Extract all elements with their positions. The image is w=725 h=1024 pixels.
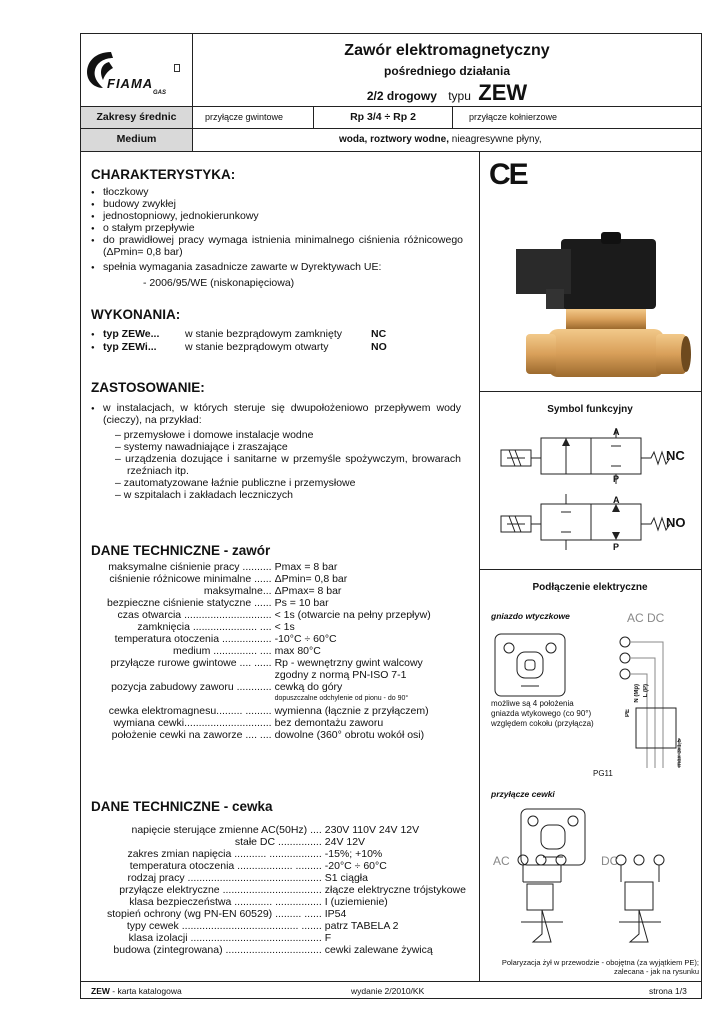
dc-label: DC xyxy=(601,854,619,868)
spec-label: klasa izolacji ............................................. xyxy=(128,932,322,944)
ranges-row xyxy=(81,107,701,129)
spec-label: wymiana cewki.............................. xyxy=(113,717,272,729)
version-row xyxy=(91,341,471,354)
item-text: przemysłowe i domowe instalacje wodne xyxy=(123,429,314,441)
spec-label: ciśnienie różnicowe minimalne ...... xyxy=(109,573,272,585)
page-title: Zawór elektromagnetyczny xyxy=(344,42,550,59)
list-item: ● w instalacjach, w których steruje się dwupołożeniowo przepływem wody (cieczy), na przykład: xyxy=(91,402,461,426)
page-subtitle: pośredniego działania xyxy=(383,64,511,78)
valve-data-title: DANE TECHNICZNE - zawór xyxy=(91,543,271,558)
acdc-label: AC DC xyxy=(627,611,665,625)
spec-value: wymienna (łącznie z przyłączem) xyxy=(274,705,429,717)
spec-value: Rp - wewnętrzny gwint walcowy xyxy=(274,657,423,669)
coil-data-table xyxy=(107,824,466,956)
table-row xyxy=(107,561,431,573)
spec-label: temperatura otoczenia ................. xyxy=(114,633,272,645)
ac-label: AC xyxy=(493,854,510,868)
type-word: typu xyxy=(448,89,471,103)
company-logo xyxy=(81,34,193,107)
type-code: ZEW xyxy=(478,80,528,105)
version-code: NO xyxy=(371,341,387,353)
list-item: – systemy nawadniające i zraszające xyxy=(115,441,288,453)
nc-port-p: P xyxy=(613,474,620,484)
table-row xyxy=(107,669,431,681)
medium-value-rest: nieagresywne płyny, xyxy=(449,134,542,145)
versions-list xyxy=(91,328,471,354)
spec-value: zgodny z normą PN-ISO 7-1 xyxy=(274,669,407,681)
pg-label: PG11 xyxy=(593,769,613,778)
version-row xyxy=(91,328,471,341)
header xyxy=(81,34,701,107)
spec-value: 230V 110V 24V 12V xyxy=(324,824,420,836)
item-text: zautomatyzowane łaźnie publiczne i przemysłowe xyxy=(123,477,356,489)
spec-value: Pmax = 8 bar xyxy=(274,561,338,573)
section-divider xyxy=(479,391,701,392)
spec-value: patrz TABELA 2 xyxy=(324,920,399,932)
table-row xyxy=(107,609,431,621)
spec-value: < 1s (otwarcie na pełny przepływ) xyxy=(274,609,431,621)
list-item: ● tłoczkowy xyxy=(91,186,463,198)
spec-value: IP54 xyxy=(324,908,347,920)
footer-edition: wydanie 2/2010/KK xyxy=(351,986,425,996)
spec-value: 24V 12V xyxy=(324,836,366,848)
table-row xyxy=(107,884,466,896)
spec-value: cewki zalewane żywicą xyxy=(324,944,433,956)
table-row xyxy=(107,621,431,633)
registered-mark xyxy=(174,64,180,72)
version-code: NC xyxy=(371,328,387,340)
table-row xyxy=(107,944,466,956)
versions-title: WYKONANIA: xyxy=(91,307,181,322)
spec-label: zakres zmian napięcia ........... .................. xyxy=(127,848,322,860)
list-item: – przemysłowe i domowe instalacje wodne xyxy=(115,429,314,441)
spec-value: S1 ciągła xyxy=(324,872,368,884)
spec-label: zamknięcia ...................... .... xyxy=(137,621,272,633)
positions-note: możliwe są 4 położenia gniazda wtykowego (co 90°) względem cokołu (przyłącza) xyxy=(491,699,594,728)
medium-label: Medium xyxy=(81,129,193,151)
spec-value: -10°C ÷ 60°C xyxy=(274,633,337,645)
item-text: urządzenia dozujące i sanitarne w przemyśle spożywczym, browarach rzeźniach itp. xyxy=(125,453,461,477)
spec-value: złącze elektryczne trójstykowe xyxy=(324,884,466,896)
medium-row xyxy=(81,129,701,152)
coil-data-title: DANE TECHNICZNE - cewka xyxy=(91,799,273,814)
size-range: Rp 3/4 ÷ Rp 2 xyxy=(313,107,453,128)
spec-label: stopień ochrony (wg PN-EN 60529) ......... ...... xyxy=(107,908,322,920)
footer-left xyxy=(91,986,182,996)
nc-label: NC xyxy=(666,448,685,463)
electrical-title: Podłączenie elektryczne xyxy=(532,582,648,593)
spec-value: dowolne (360° obrotu wokół osi) xyxy=(274,729,425,741)
footer-code: ZEW xyxy=(91,986,110,996)
table-row xyxy=(107,633,431,645)
socket-label: gniazdo wtyczkowe xyxy=(491,611,570,621)
nc-port-a: A xyxy=(613,427,620,437)
spec-value: dopuszczalne odchylenie od pionu - do 90° xyxy=(274,695,409,702)
table-row xyxy=(107,585,431,597)
table-row xyxy=(107,717,431,729)
dim-label: max 3x1,5 xyxy=(677,739,683,767)
no-port-a: A xyxy=(613,495,620,505)
ce-mark: CE xyxy=(489,158,527,191)
spec-value: -15%; +10% xyxy=(324,848,383,860)
version-type: typ ZEWe... xyxy=(103,328,160,340)
bullet: ● xyxy=(91,345,95,351)
spec-label: przyłącze rurowe gwintowe .... ...... xyxy=(110,657,272,669)
valve-photo xyxy=(506,194,696,394)
table-row xyxy=(107,597,431,609)
spec-value: I (uziemienie) xyxy=(324,896,388,908)
table-row xyxy=(107,824,466,836)
table-row xyxy=(107,705,431,717)
table-row xyxy=(107,836,466,848)
symbols-title: Symbol funkcyjny xyxy=(547,404,633,415)
table-row xyxy=(107,872,466,884)
item-text: systemy nawadniające i zraszające xyxy=(123,441,288,453)
spec-label: medium ............... .... xyxy=(172,645,272,657)
list-item: ● budowy zwykłej xyxy=(91,198,463,210)
spec-value: max 80°C xyxy=(274,645,321,657)
spec-label xyxy=(107,693,275,705)
characteristics-list xyxy=(91,186,463,273)
no-label: NO xyxy=(666,515,686,530)
bullet: ● xyxy=(91,332,95,338)
ranges-label: Zakresy średnic xyxy=(81,107,193,128)
wire-pe: PE xyxy=(625,709,631,718)
spec-label: rodzaj pracy .............................................. xyxy=(127,872,322,884)
section-divider xyxy=(479,569,701,570)
spec-value: -20°C ÷ 60°C xyxy=(324,860,387,872)
medium-value xyxy=(339,134,542,145)
directive: - 2006/95/WE (niskonapięciowa) xyxy=(143,277,295,289)
spec-value: < 1s xyxy=(274,621,295,633)
table-row xyxy=(107,860,466,872)
wire-n: N (Mp) xyxy=(634,684,640,703)
spec-value: bez demontażu zaworu xyxy=(274,717,384,729)
version-type: typ ZEWi... xyxy=(103,341,157,353)
datasheet-frame xyxy=(80,33,702,999)
spec-label: klasa bezpieczeństwa ............. ................ xyxy=(129,896,322,908)
footer-desc: - karta katalogowa xyxy=(109,986,182,996)
spec-value: ΔPmax= 8 bar xyxy=(274,585,342,597)
footer xyxy=(81,981,701,999)
list-item: – zautomatyzowane łaźnie publiczne i przemysłowe xyxy=(115,477,356,489)
list-item: ● do prawidłowej pracy wymaga istnienia minimalnego ciśnienia różnicowego (ΔPmin= 0,8 bar) xyxy=(91,234,463,258)
spec-value: ΔPmin= 0,8 bar xyxy=(274,573,348,585)
table-row xyxy=(107,693,431,705)
polarization-note: Polaryzacja żył w przewodzie - obojętna (za wyjątkiem PE); zalecana - jak na rysunku xyxy=(501,958,699,976)
spec-label: bezpieczne ciśnienie statyczne ...... xyxy=(107,597,272,609)
item-text: w szpitalach i zakładach leczniczych xyxy=(123,489,294,501)
characteristics-title: CHARAKTERYSTYKA: xyxy=(91,167,236,182)
spec-label: napięcie sterujące zmienne AC(50Hz) .... xyxy=(131,824,322,836)
spec-value: Ps = 10 bar xyxy=(274,597,329,609)
spec-label: przyłącze elektryczne .................................. xyxy=(119,884,322,896)
threaded-label: przyłącze gwintowe xyxy=(205,112,284,122)
spec-value: cewką do góry xyxy=(274,681,343,693)
list-item: ● spełnia wymagania zasadnicze zawarte w Dyrektywach UE: xyxy=(91,261,463,273)
coil-conn-label: przyłącze cewki xyxy=(491,789,555,799)
spec-label: pozycja zabudowy zaworu ............ xyxy=(111,681,272,693)
table-row xyxy=(107,681,431,693)
wire-l: L (P) xyxy=(643,684,649,698)
application-list xyxy=(115,429,461,501)
table-row xyxy=(107,908,466,920)
no-port-p: P xyxy=(613,542,620,552)
spec-label: typy cewek ........................................ ....... xyxy=(126,920,322,932)
spec-value: F xyxy=(324,932,332,944)
spec-label: temperatura otoczenia ................... ......... xyxy=(129,860,322,872)
table-row xyxy=(107,573,431,585)
logo-subtext: GAS xyxy=(153,90,167,96)
table-row xyxy=(107,932,466,944)
table-row xyxy=(107,657,431,669)
list-item: ● o stałym przepływie xyxy=(91,222,463,234)
medium-value-bold: woda, roztwory wodne, xyxy=(339,134,450,145)
spec-label: stałe DC ............... xyxy=(234,836,322,848)
version-desc: w stanie bezprądowym zamknięty xyxy=(185,328,342,340)
flanged-label: przyłącze kołnierzowe xyxy=(469,112,558,122)
column-divider xyxy=(479,152,480,982)
wiring-diagrams xyxy=(511,852,701,944)
table-row xyxy=(107,729,431,741)
spec-label: budowa (zintegrowana) ................................. xyxy=(113,944,322,956)
footer-page: strona 1/3 xyxy=(649,986,687,996)
spec-label: czas otwarcia .............................. xyxy=(117,609,272,621)
spec-label: maksymalne ciśnienie pracy .......... xyxy=(108,561,272,573)
table-row xyxy=(107,645,431,657)
list-item: ● jednostopniowy, jednokierunkowy xyxy=(91,210,463,222)
table-row xyxy=(107,920,466,932)
spec-label xyxy=(107,669,275,681)
spec-label: maksymalne... xyxy=(203,585,272,597)
logo-text: FIAMA xyxy=(107,76,154,91)
application-title: ZASTOSOWANIE: xyxy=(91,380,205,395)
type-line xyxy=(193,80,701,106)
spec-label: położenie cewki na zaworze .... .... xyxy=(111,729,272,741)
version-desc: w stanie bezprądowym otwarty xyxy=(185,341,329,353)
valve-data-table xyxy=(107,561,431,741)
spec-label: cewka elektromagnesu......... ......... xyxy=(108,705,272,717)
list-item: – w szpitalach i zakładach leczniczych xyxy=(115,489,294,501)
type-desc: 2/2 drogowy xyxy=(366,89,437,103)
function-symbols xyxy=(491,422,691,562)
application-intro xyxy=(91,402,461,426)
list-item: – urządzenia dozujące i sanitarne w przemyśle spożywczym, browarach rzeźniach itp. xyxy=(115,453,461,477)
table-row xyxy=(107,848,466,860)
table-row xyxy=(107,896,466,908)
